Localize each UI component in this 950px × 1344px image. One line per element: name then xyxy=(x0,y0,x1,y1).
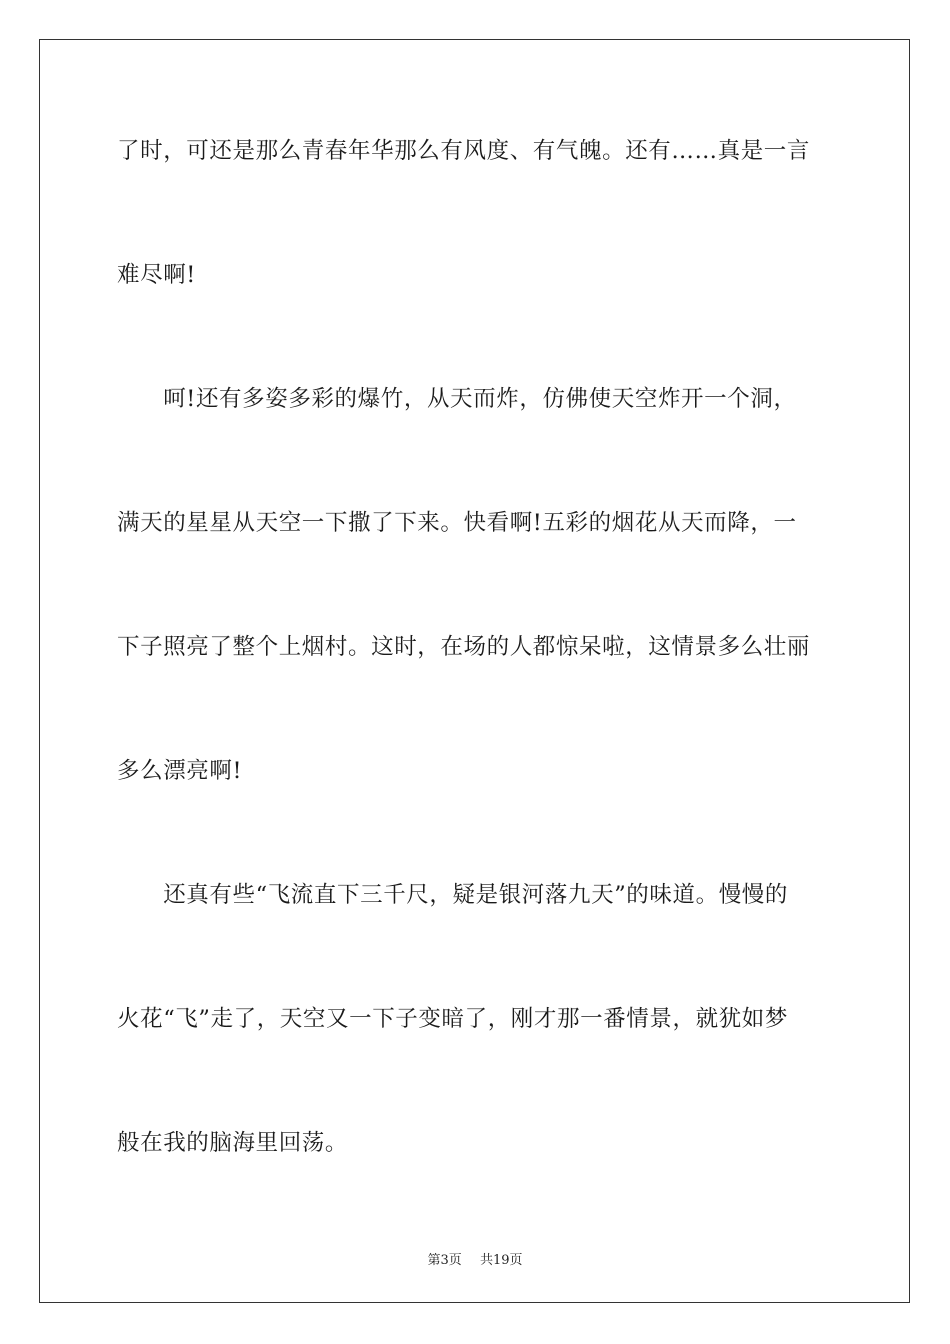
page-footer xyxy=(0,1249,950,1268)
text-line: 多么漂亮啊! xyxy=(117,758,243,784)
text-line: 下子照亮了整个上烟村。这时，在场的人都惊呆啦，这情景多么壮丽 xyxy=(117,634,811,660)
text-line: 般在我的脑海里回荡。 xyxy=(117,1130,349,1156)
page-total: 共19页 xyxy=(479,1253,523,1268)
paragraph-start-line: 呵!还有多姿多彩的爆竹，从天而炸，仿佛使天空炸开一个洞， xyxy=(117,386,797,412)
paragraph-start-line: 还真有些“飞流直下三千尺，疑是银河落九天”的味道。慢慢的 xyxy=(117,882,789,908)
page-number: 第3页 xyxy=(427,1253,462,1268)
text-line: 难尽啊! xyxy=(117,262,196,288)
text-line: 满天的星星从天空一下撒了下来。快看啊!五彩的烟花从天而降，一 xyxy=(117,510,797,536)
page-border xyxy=(39,39,910,1303)
text-line: 了时，可还是那么青春年华那么有风度、有气魄。还有……真是一言 xyxy=(117,138,811,164)
text-line: 火花“飞”走了，天空又一下子变暗了，刚才那一番情景，就犹如梦 xyxy=(117,1006,789,1032)
